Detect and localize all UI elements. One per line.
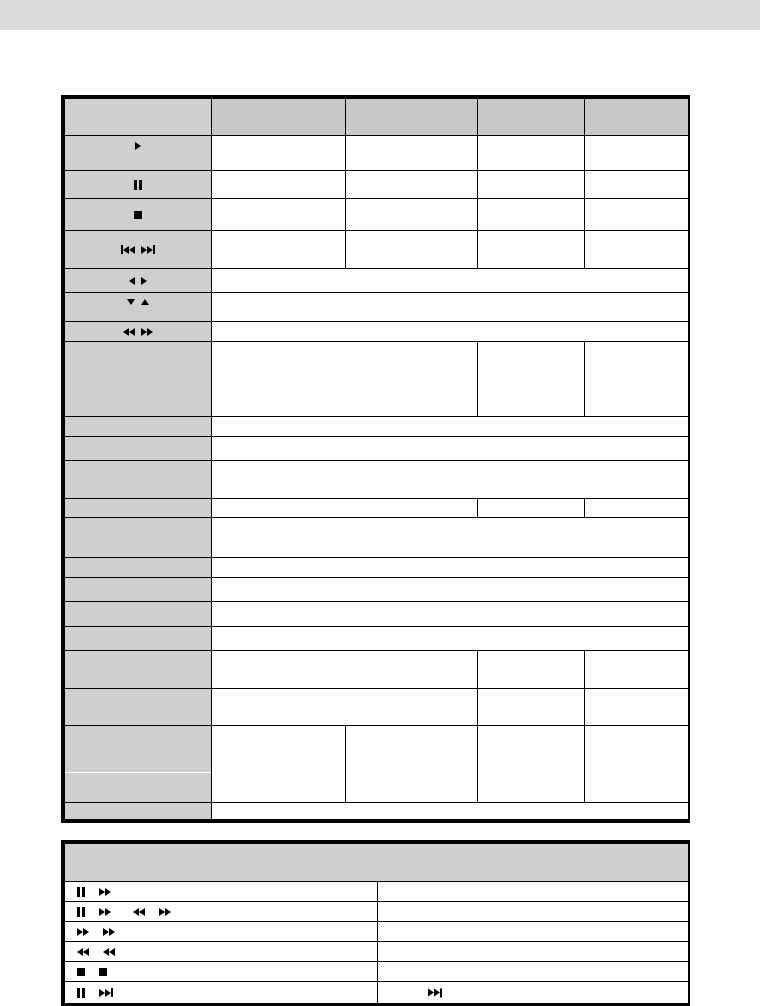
combo-right-cell [378,922,688,941]
row-label-cell [65,518,211,557]
header-cell [478,99,584,135]
table-cell [585,199,688,230]
table-cell [585,499,688,517]
table-cell [212,437,688,460]
table-cell [585,726,688,802]
stop-icon [77,968,85,976]
table-cell [478,136,584,170]
fast-forward-icon [99,908,111,916]
label-divider [65,772,211,773]
table-cell [212,499,477,517]
fast-forward-icon [77,928,89,936]
row-label-icons [65,199,211,230]
header-cell [346,99,477,135]
row-label-icons [65,231,211,268]
table-cell [212,342,477,416]
row-label-cell [65,322,211,341]
combo-right-cell [378,962,688,981]
header-cell [212,99,345,135]
table-cell [212,136,345,170]
row-label-cell [65,726,211,802]
header-cell [585,99,688,135]
row-label-cell [65,199,211,230]
row-label-cell [65,231,211,268]
table-cell [212,171,345,198]
rewind-icon [103,948,115,956]
table-cell [346,726,477,802]
table-cell [212,293,688,321]
table-cell [212,803,688,819]
table-cell [212,199,345,230]
combo-right-cell [378,982,688,1003]
row-label-cell [65,558,211,577]
combo-left-cell [65,922,377,941]
combo-left-cell [65,942,377,961]
stop-icon [134,211,142,219]
row-label-cell [65,627,211,650]
row-label-cell [65,803,211,819]
combo-left-cell [65,902,377,921]
table-cell [478,689,584,725]
combo-icons [77,887,111,897]
table-cell [585,136,688,170]
table-cell [212,322,688,341]
row-label-cell [65,689,211,725]
row-label-cell [65,602,211,626]
skip-forward-icon [141,245,155,254]
skip-forward-icon [428,988,442,997]
stop-icon [99,968,107,976]
row-label-cell [65,269,211,292]
table-cell [212,269,688,292]
fast-forward-icon [99,888,111,896]
table-cell [478,499,584,517]
row-label-cell [65,293,211,321]
table-cell [478,171,584,198]
play-icon [135,142,141,150]
combo-header-cell [65,844,688,881]
top-header-band [0,0,760,30]
table-cell [212,627,688,650]
rewind-icon [133,908,145,916]
combo-right-cell [378,942,688,961]
row-label-cell [65,578,211,601]
row-label-cell [65,437,211,460]
arrow-down-icon [127,299,135,305]
combo-left-cell [65,962,377,981]
row-label-cell [65,461,211,498]
row-label-cell [65,342,211,416]
row-label-cell [65,651,211,688]
table-cell [212,231,345,268]
combo-icons [77,948,115,956]
table-cell [346,136,477,170]
table-cell [212,602,688,626]
fast-forward-icon [159,908,171,916]
function-table [61,95,690,823]
combo-right-icons [428,988,442,997]
row-label-icons [65,136,211,176]
table-cell [346,171,477,198]
arrow-left-icon [129,277,135,285]
pause-icon [77,887,85,897]
table-cell [478,342,584,416]
row-label-cell [65,417,211,436]
combo-icons [77,968,107,976]
combination-table [61,840,690,1006]
row-label-cell [65,136,211,170]
table-cell [212,417,688,436]
table-cell [212,558,688,577]
pause-icon [77,988,85,998]
header-cell [65,99,211,135]
table-cell [585,342,688,416]
skip-back-icon [121,245,135,254]
row-label-icons [65,322,211,341]
table-cell [212,578,688,601]
combo-icons [77,928,115,936]
rewind-icon [123,328,135,336]
table-cell [478,651,584,688]
table-cell [585,651,688,688]
pause-icon [77,907,85,917]
table-cell [212,726,345,802]
table-cell [585,231,688,268]
row-label-icons [65,269,211,292]
rewind-icon [77,948,89,956]
table-cell [212,461,688,498]
arrow-up-icon [141,299,149,305]
table-cell [585,689,688,725]
fast-forward-icon [141,328,153,336]
table-cell [346,231,477,268]
row-label-cell [65,499,211,517]
combo-icons [77,988,113,998]
table-cell [478,726,584,802]
arrow-right-icon [141,277,147,285]
row-label-icons [65,171,211,198]
combo-left-cell [65,882,377,901]
combo-icons [77,907,171,917]
fast-forward-icon [103,928,115,936]
row-label-cell [65,171,211,198]
table-cell [212,689,477,725]
table-cell [212,518,688,557]
combo-left-cell [65,982,377,1003]
pause-icon [134,180,142,190]
table-cell [585,171,688,198]
table-cell [478,199,584,230]
table-cell [478,231,584,268]
skip-forward-icon [99,988,113,997]
table-cell [346,199,477,230]
combo-right-cell [378,902,688,921]
table-cell [212,651,477,688]
combo-right-cell [378,882,688,901]
